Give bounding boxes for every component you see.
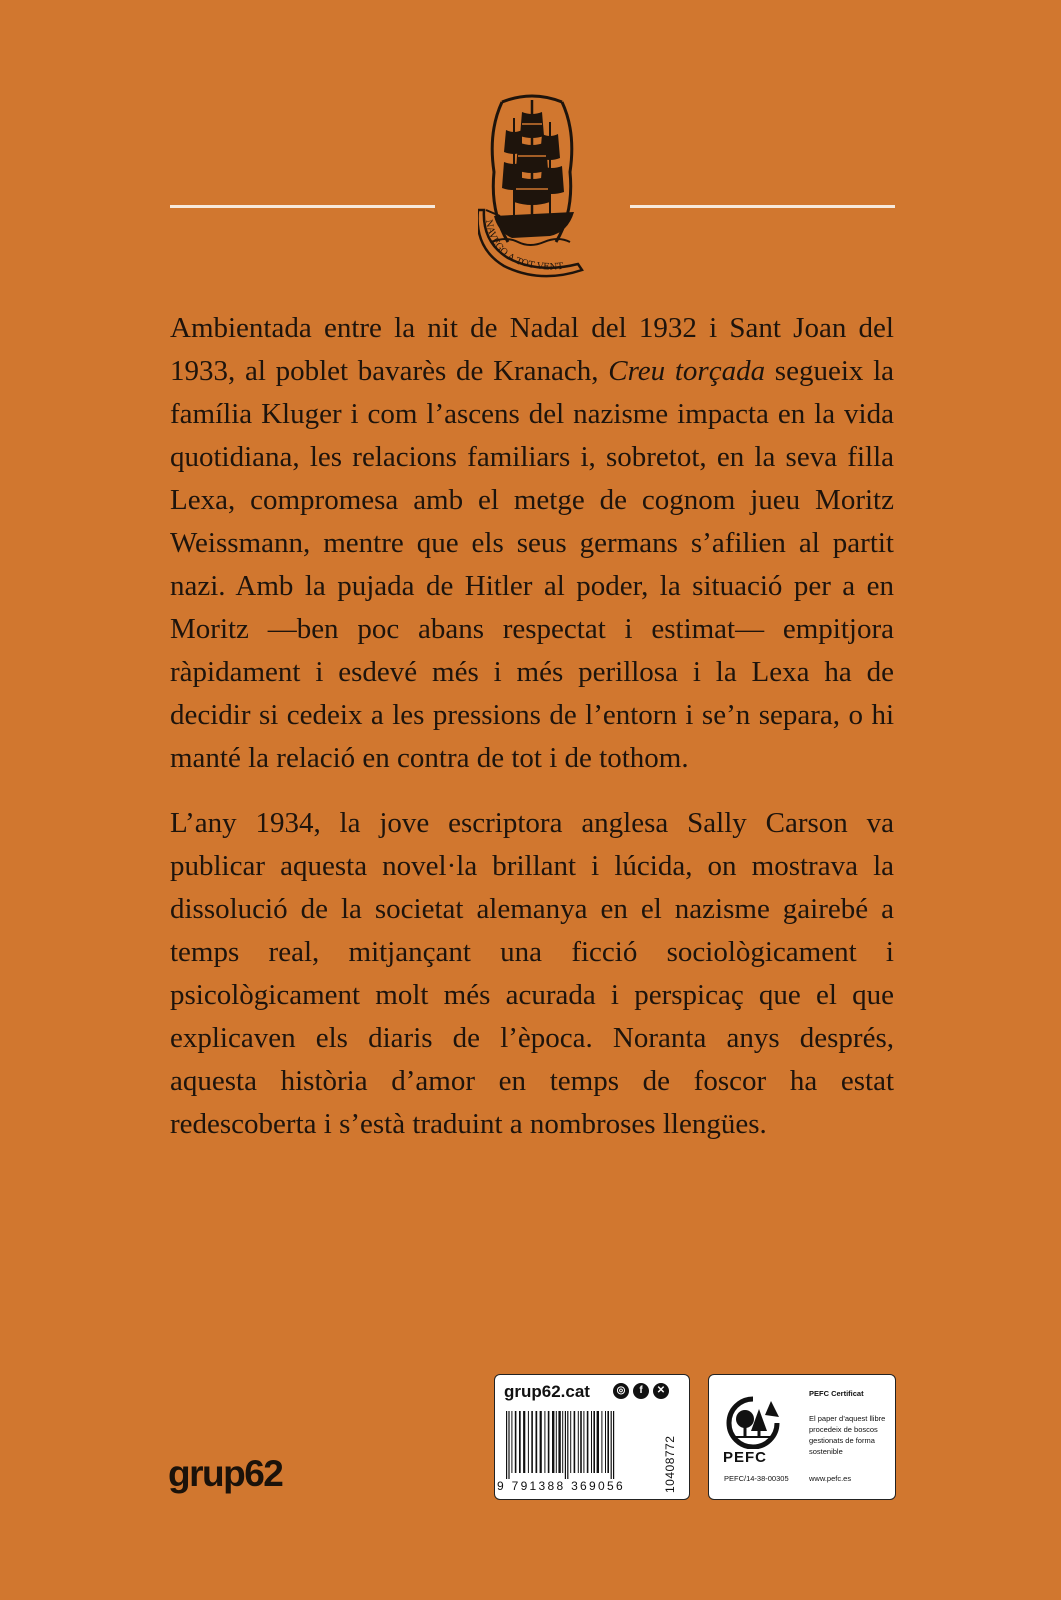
synopsis-paragraph-2: L’any 1934, la jove escriptora anglesa Sally Carson va publicar aquesta novel·la brillant i lúcida, on mostrava la dissolució de la societat alemanya en el nazisme gairebé a temps real, mitjançant una ficció sociològicament i psicològicament molt més acurada i perspicaç que el que explicaven els diaris de l’època. Noranta anys després, aquesta història d’amor en temps de foscor ha estat redescoberta i s’està traduint a nombroses llengües. <box>170 807 894 1140</box>
decorative-rule-right <box>630 205 895 208</box>
emblem-motto: NAVEGO A TOT VENT <box>482 218 564 273</box>
pefc-code: PEFC/14-38-00305 <box>724 1474 789 1483</box>
synopsis-text: Ambientada entre la nit de Nadal del 1932 i Sant Joan del 1933, al poblet bavarès de Kranach, <box>170 312 894 387</box>
barcode-box <box>494 1374 690 1500</box>
pefc-certification-box <box>708 1374 896 1500</box>
pefc-description: El paper d’aquest llibre procedeix de boscos gestionats de forma sostenible <box>809 1414 886 1456</box>
synopsis-text-continued: segueix la família Kluger i com l’ascens del nazisme impacta en la vida quotidiana, les relacions familiars i, sobretot, en la seva filla Lexa, compromesa amb el metge de cognom jueu Moritz Weissmann, mentre que els seus germans s’afilien al partit nazi. Amb la pujada de Hitler al poder, la situació per a en Moritz —ben poc abans respectat i estimat— empitjora ràpidament i esdevé més i més perillosa i la Lexa ha de decidir si cedeix a les pressions de l’entorn i se’n separa, o hi manté la relació en contra de tot i de tothom. <box>170 355 895 774</box>
ship-emblem-icon <box>478 92 586 284</box>
x-icon: ✕ <box>653 1383 669 1399</box>
book-title: Creu torçada <box>608 355 766 387</box>
reference-code: 10408772 <box>663 1435 677 1493</box>
synopsis-paragraph-1 <box>170 307 894 780</box>
decorative-rule-left <box>170 205 435 208</box>
facebook-icon: f <box>633 1383 649 1399</box>
pefc-title: PEFC Certificat <box>809 1389 864 1398</box>
instagram-icon: ◎ <box>613 1383 629 1399</box>
barcode-icon <box>504 1411 660 1479</box>
pefc-logo-text: PEFC <box>723 1449 768 1466</box>
publisher-logo: grup62 <box>168 1453 283 1494</box>
ean-number: 9 791388 369056 <box>497 1479 625 1493</box>
publisher-website: grup62.cat <box>504 1382 590 1401</box>
pefc-url: www.pefc.es <box>809 1474 852 1483</box>
pefc-tree-icon <box>721 1395 785 1449</box>
